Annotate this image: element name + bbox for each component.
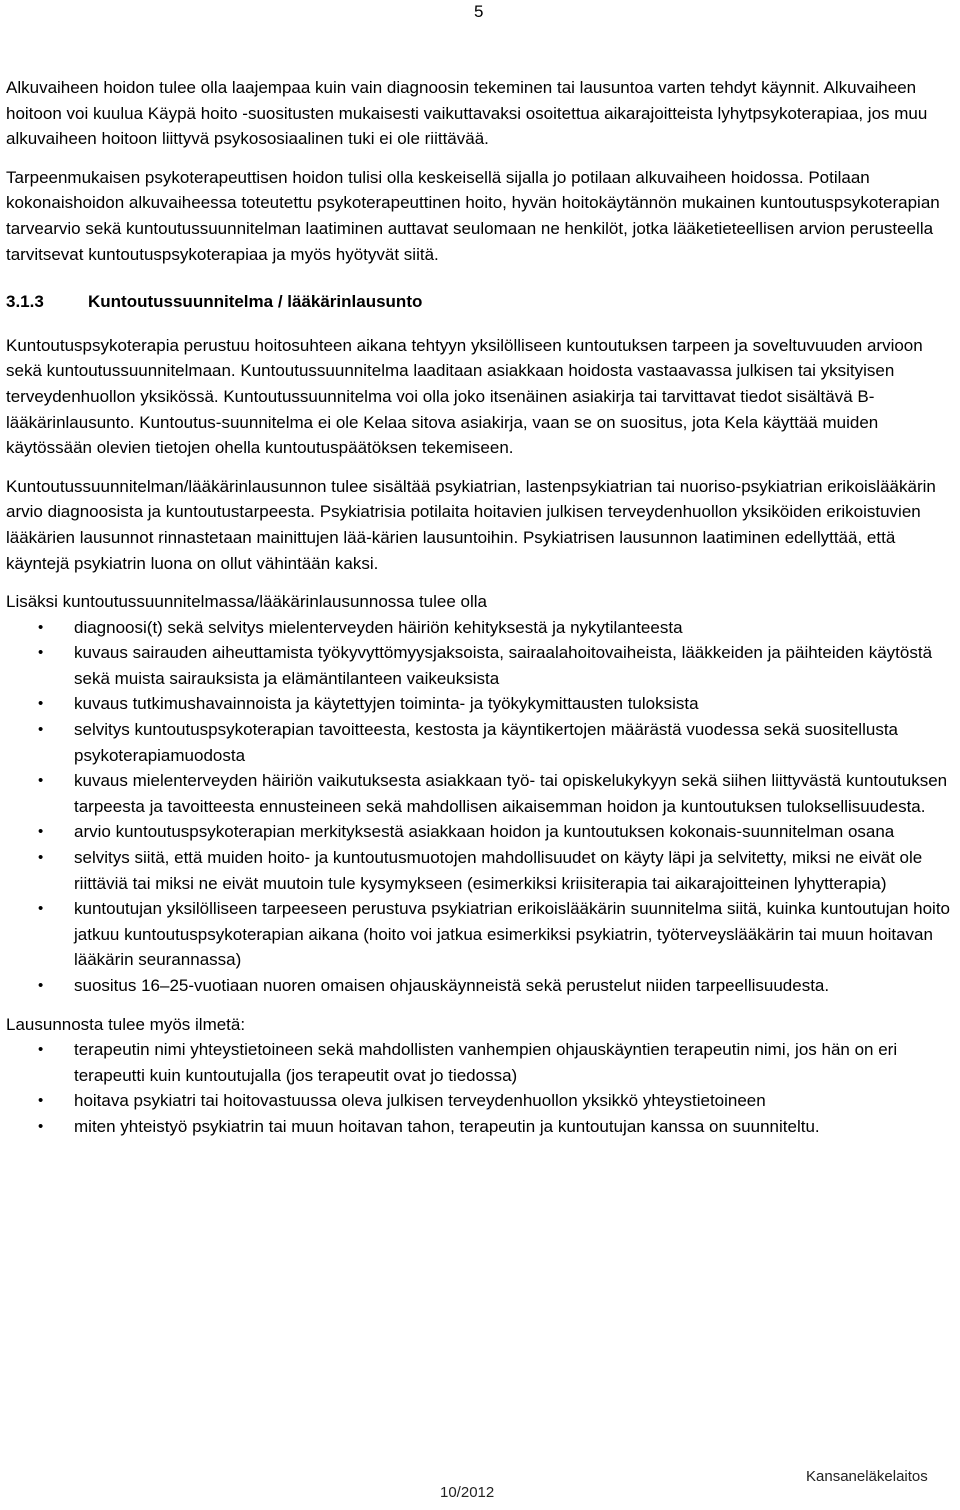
paragraph-statement-contents: Kuntoutussuunnitelman/lääkärinlausunnon tulee sisältää psykiatrian, lastenpsykiatrian tai nuoriso-psykiatrian erikoislääkärin arvio diagnoosista ja kuntoutustarpeesta. Psykiatrisia potilaita hoitavien julkisen terveydenhuollon yksiköiden erikoistuvien lääkärien lausunnot rinnastetaan mainittujen lää-kärien lausuntoihin. Psykiatrisen lausunnon laatiminen edellyttää, että käyntejä psykiatrin luona on ollut vähintään kaksi.	[6, 476, 936, 573]
bullet-icon: •	[38, 618, 44, 636]
bullet-icon: •	[38, 1117, 44, 1135]
list-item: • selvitys siitä, että muiden hoito- ja kuntoutusmuotojen mahdollisuudet on käyty läpi ja selvitetty, miksi ne eivät ole riittäviä tai miksi ne eivät muutoin tule kysymykseen (esimerkiksi kriisiterapia tai aikarajoitteinen lyhytterapia)	[6, 845, 956, 896]
bullet-icon: •	[38, 1041, 44, 1059]
page-number: 5	[474, 2, 484, 21]
bullet-icon: •	[38, 1092, 44, 1110]
section-heading	[6, 289, 956, 315]
bullet-icon: •	[38, 977, 44, 994]
list-item: • terapeutin nimi yhteystietoineen sekä mahdollisten vanhempien ohjauskäyntien terapeutin nimi, jos hän on eri terapeutti kuin kuntoutujalla (jos terapeutit ovat jo tiedossa)	[6, 1037, 956, 1088]
bullet-icon: •	[38, 772, 44, 790]
list-item: • selvitys kuntoutuspsykoterapian tavoitteesta, kestosta ja käyntikertojen määrästä vuodessa sekä suositellusta psykoterapiamuodosta	[6, 717, 956, 768]
list-intro-statement: Lausunnosta tulee myös ilmetä:	[6, 1014, 246, 1034]
paragraph-initial-treatment: Alkuvaiheen hoidon tulee olla laajempaa kuin vain diagnoosin tekeminen tai lausuntoa varten tehdyt käynnit. Alkuvaiheen hoitoon voi kuulua Käypä hoito -suositusten mukaisesti vaikuttavaksi osoitettua aikarajoitteista lyhytpsykoterapiaa, jos muu alkuvaiheen hoitoon liittyvä psykososiaalinen tuki ei ole riittävää.	[6, 78, 928, 149]
bullet-icon: •	[38, 900, 44, 918]
list-item: • diagnoosi(t) sekä selvitys mielenterveyden häiriön kehityksestä ja nykytilanteesta	[6, 615, 956, 641]
bullet-icon: •	[38, 695, 44, 713]
required-items-list	[6, 615, 956, 999]
document-body	[6, 75, 956, 1140]
list-item: • kuvaus sairauden aiheuttamista työkyvyttömyysjaksoista, sairaalahoitovaiheista, lääkkeiden ja päihteiden käytöstä sekä muista sairauksista ja elämäntilanteen vaikeuksista	[6, 640, 956, 691]
footer-date: 10/2012	[440, 1484, 495, 1501]
bullet-icon: •	[38, 644, 44, 662]
bullet-icon: •	[38, 823, 44, 841]
statement-items-list	[6, 1037, 956, 1139]
section-title: Kuntoutussuunnitelma / lääkärinlausunto	[88, 292, 423, 312]
paragraph-psychotherapeutic-care: Tarpeenmukaisen psykoterapeuttisen hoidon tulisi olla keskeisellä sijalla jo potilaan alkuvaiheen hoidossa. Potilaan kokonaishoidon alkuvaiheessa toteutettu psykoterapeuttinen hoito, hyvän hoitokäytännön mukainen kuntoutuspsykoterapian tarvearvio sekä kuntoutussuunnitelman laatiminen auttavat seulomaan ne henkilöt, jotka lääketieteellisen arvion perusteella tarvitsevat kuntoutuspsykoterapiaa ja myös hyötyvät siitä.	[6, 167, 940, 264]
list-item: • miten yhteistyö psykiatrin tai muun hoitavan tahon, terapeutin ja kuntoutujan kanssa on suunniteltu.	[6, 1114, 956, 1140]
list-item: • hoitava psykiatri tai hoitovastuussa oleva julkisen terveydenhuollon yksikkö yhteystietoineen	[6, 1088, 956, 1114]
bullet-icon: •	[38, 849, 44, 867]
list-item: • suositus 16–25-vuotiaan nuoren omaisen ohjauskäynneistä sekä perustelut niiden tarpeellisuudesta.	[6, 973, 956, 999]
list-item: • arvio kuntoutuspsykoterapian merkityksestä asiakkaan hoidon ja kuntoutuksen kokonais-suunnitelman osana	[6, 819, 956, 845]
list-item: • kuntoutujan yksilölliseen tarpeeseen perustuva psykiatrian erikoislääkärin suunnitelma siitä, kuinka kuntoutujan hoito jatkuu kuntoutuspsykoterapian aikana (hoito voi jatkua esimerkiksi psykiatrin, työterveyslääkärin tai muun hoitavan lääkärin seurannassa)	[6, 896, 956, 973]
bullet-icon: •	[38, 721, 44, 739]
list-item: • kuvaus mielenterveyden häiriön vaikutuksesta asiakkaan työ- tai opiskelukykyyn sekä siihen liittyvästä kuntoutuksen tarpeesta ja tavoitteesta ennusteineen sekä mahdollisen aikaisemman hoidon ja kuntoutuksen tuloksellisuudesta.	[6, 768, 956, 819]
list-item: • kuvaus tutkimushavainnoista ja käytettyjen toiminta- ja työkykymittausten tuloksista	[6, 691, 956, 717]
section-number: 3.1.3	[6, 292, 44, 312]
footer-organization: Kansaneläkelaitos	[806, 1468, 928, 1485]
list-intro-additional: Lisäksi kuntoutussuunnitelmassa/lääkärinlausunnossa tulee olla	[6, 592, 488, 612]
paragraph-rehabilitation-plan: Kuntoutuspsykoterapia perustuu hoitosuhteen aikana tehtyyn yksilölliseen kuntoutuksen tarpeen ja soveltuvuuden arvioon sekä kuntoutussuunnitelmaan. Kuntoutussuunnitelma laaditaan asiakkaan hoidosta vastaavassa julkisen tai yksityisen terveydenhuollon yksikössä. Kuntoutussuunnitelma voi olla joko itsenäinen asiakirja tai tarvittavat tiedot sisältävä B-lääkärinlausunto. Kuntoutus-suunnitelma ei ole Kelaa sitova asiakirja, vaan se on suositus, jota Kela käyttää muiden käytössään olevien tietojen ohella kuntoutuspäätöksen tekemiseen.	[6, 335, 923, 458]
